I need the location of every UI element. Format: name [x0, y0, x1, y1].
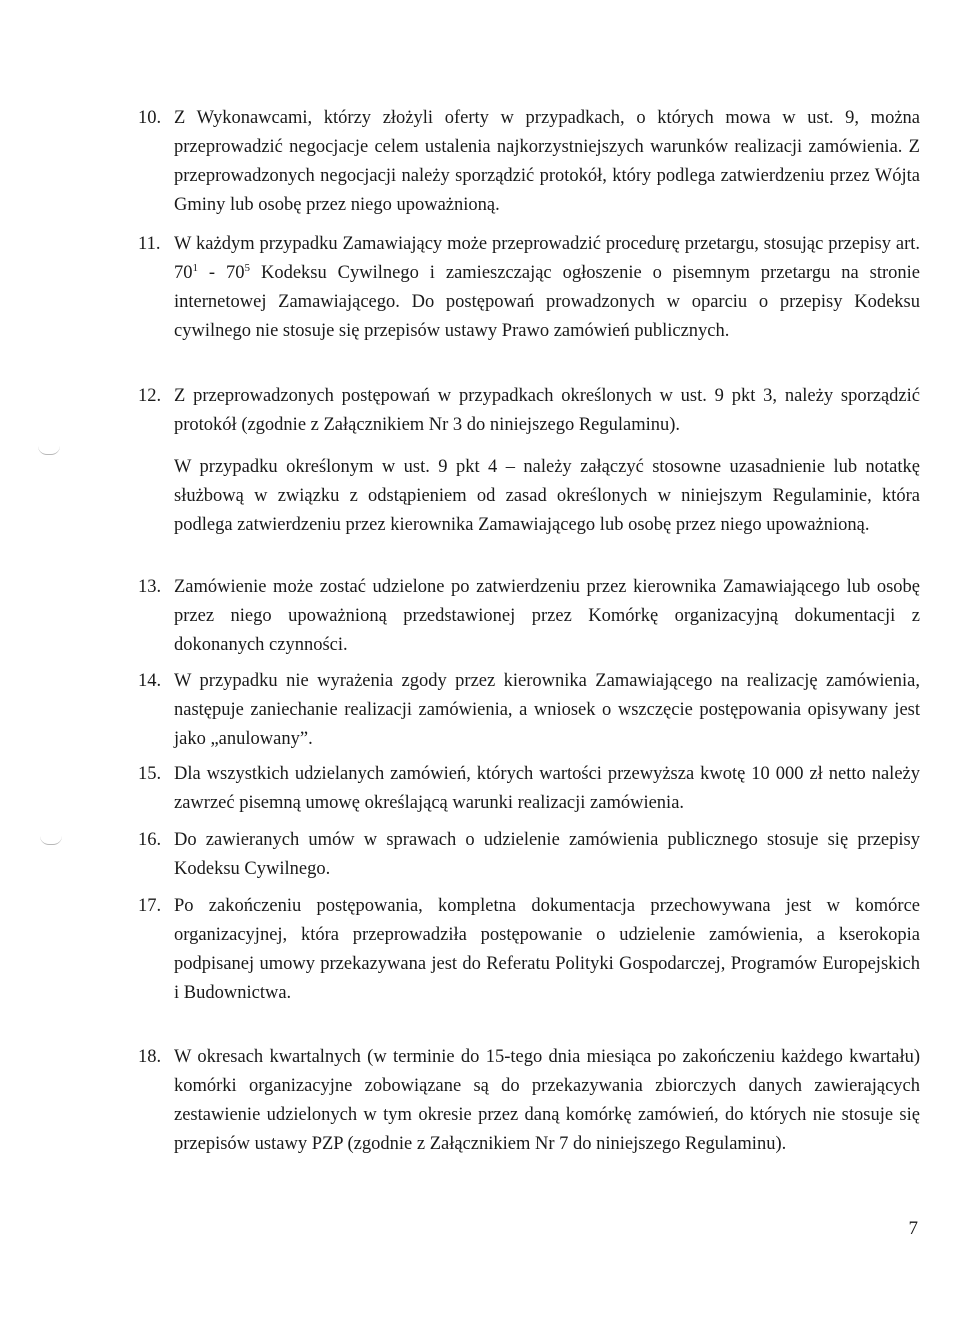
- item-number: 12.: [138, 386, 162, 406]
- list-item: [138, 1043, 920, 1159]
- superscript: 1: [192, 261, 198, 274]
- list-item: [138, 104, 920, 220]
- list-item: [138, 573, 920, 660]
- item-text: Po zakończeniu postępowania, kompletna dokumentacja przechowywana jest w komórce organizacyjnej, która przeprowadziła postępowanie o udzielenie zamówienia, a kserokopia podpisanej umowy przekazywana jest do Referatu Polityki Gospodarczej, Programów Europejskich i Budownictwa.: [174, 896, 920, 1003]
- scan-margin-mark: [38, 446, 60, 455]
- item-text-part: - 70: [198, 263, 245, 283]
- item-text-part: Kodeksu Cywilnego i zamieszczając ogłoszenie o pisemnym przetargu na stronie internetowej Zamawiającego. Do postępowań prowadzonych w oparciu o przepisy Kodeksu cywilnego nie stosuje się przepisów ustawy Prawo zamówień publicznych.: [174, 263, 920, 341]
- list-item: [138, 892, 920, 1008]
- item-number: 11.: [138, 234, 161, 254]
- item-text: Zamówienie może zostać udzielone po zatwierdzeniu przez kierownika Zamawiającego lub osobę przez niego upoważnioną przedstawionej przez Komórkę organizacyjną dokumentacji z dokonanych czynności.: [174, 577, 920, 655]
- item-text: Z Wykonawcami, którzy złożyli oferty w przypadkach, o których mowa w ust. 9, można przeprowadzić negocjacje celem ustalenia najkorzystniejszych warunków realizacji zamówienia. Z przeprowadzonych negocjacji należy sporządzić protokół, który podlega zatwierdzeniu przez Wójta Gminy lub osobę przez niego upoważnioną.: [174, 108, 920, 215]
- item-text-part: W każdym przypadku Zamawiający może przeprowadzić procedurę przetargu, stosując przepisy art. 70: [174, 234, 920, 283]
- list-item: [138, 667, 920, 754]
- list-item: [138, 230, 920, 346]
- item-text: W przypadku nie wyrażenia zgody przez kierownika Zamawiającego na realizację zamówienia, następuje zaniechanie realizacji zamówienia, a wniosek o wszczęcie postępowania opisywany jest jako „anulowany”.: [174, 671, 920, 749]
- item-number: 15.: [138, 764, 162, 784]
- superscript: 5: [244, 261, 251, 274]
- item-text: Dla wszystkich udzielanych zamówień, których wartości przewyższa kwotę 10 000 zł netto należy zawrzeć pisemną umowę określającą warunki realizacji zamówienia.: [174, 764, 920, 813]
- item-number: 17.: [138, 896, 162, 916]
- paragraph: W przypadku określonym w ust. 9 pkt 4 – należy załączyć stosowne uzasadnienie lub notatkę służbową w związku z odstąpieniem od zasad określonych w niniejszym Regulaminie, która podlega zatwierdzeniu przez kierownika Zamawiającego lub osobę przez niego upoważnioną.: [174, 457, 920, 535]
- paragraph: Z przeprowadzonych postępowań w przypadkach określonych w ust. 9 pkt 3, należy sporządzić protokół (zgodnie z Załącznikiem Nr 3 do niniejszego Regulaminu).: [174, 386, 920, 435]
- page-number: 7: [908, 1218, 918, 1239]
- item-number: 10.: [138, 108, 162, 128]
- scan-margin-mark: [40, 836, 62, 845]
- item-number: 14.: [138, 671, 162, 691]
- list-item: [138, 382, 920, 540]
- item-text: [174, 230, 920, 346]
- list-item: [138, 826, 920, 884]
- item-text: W okresach kwartalnych (w terminie do 15-tego dnia miesiąca po zakończeniu każdego kwartału) komórki organizacyjne zobowiązane są do przekazywania zbiorczych danych zawierających zestawienie udzielonych w tym okresie przez daną komórkę zamówień, do których nie stosuje się przepisów ustawy PZP (zgodnie z Załącznikiem Nr 7 do niniejszego Regulaminu).: [174, 1047, 920, 1154]
- item-number: 13.: [138, 577, 162, 597]
- list-item: [138, 760, 920, 818]
- item-text: [174, 382, 920, 540]
- item-number: 16.: [138, 830, 162, 850]
- item-number: 18.: [138, 1047, 162, 1067]
- item-text: Do zawieranych umów w sprawach o udzielenie zamówienia publicznego stosuje się przepisy Kodeksu Cywilnego.: [174, 830, 920, 879]
